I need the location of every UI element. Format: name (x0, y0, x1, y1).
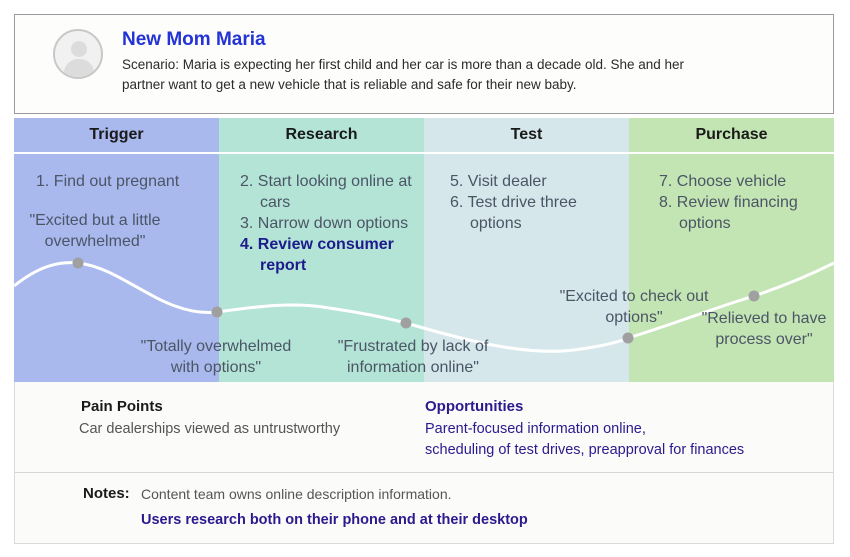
step-item: 6. Test drive three options (450, 194, 577, 232)
test-steps (450, 171, 620, 234)
persona-header (14, 14, 834, 114)
opportunities-line-1: Parent-focused information online, (425, 421, 646, 437)
emotion-quote-excited-overwhelmed: "Excited but a little overwhelmed" (29, 212, 161, 250)
notes-label: Notes: (83, 485, 130, 502)
stage-title-research: Research (219, 118, 424, 154)
step-item: 5. Visit dealer (450, 173, 547, 190)
opportunities-line-2: scheduling of test drives, preapproval for finances (425, 442, 745, 458)
emotion-point-4 (623, 333, 634, 344)
persona-scenario: Scenario: Maria is expecting her first child and her car is more than a decade old. She and her partner want to get a new vehicle that is reliable and safe for their new baby. (122, 57, 685, 92)
trigger-steps (36, 171, 216, 192)
emotion-point-1 (73, 258, 84, 269)
purchase-steps (659, 171, 829, 234)
emotion-quote-totally-overwhelmed: "Totally overwhelmed with options" (140, 338, 292, 376)
stage-title-purchase: Purchase (629, 118, 834, 154)
opportunities-label: Opportunities (425, 398, 524, 415)
pain-points-label: Pain Points (81, 398, 163, 415)
persona-name: New Mom Maria (122, 29, 266, 50)
emotion-quote-frustrated: "Frustrated by lack of information online" (337, 338, 489, 376)
journey-map (14, 118, 834, 382)
pain-points-text: Car dealerships viewed as untrustworthy (79, 421, 341, 437)
research-steps (240, 171, 420, 276)
step-item: 7. Choose vehicle (659, 173, 787, 190)
step-item: 2. Start looking online at cars (240, 173, 412, 211)
emotion-point-3 (401, 318, 412, 329)
avatar-placeholder-icon (53, 29, 103, 79)
divider (15, 472, 833, 473)
insights-panel (14, 382, 834, 544)
emotion-point-2 (212, 307, 223, 318)
step-item: 3. Narrow down options (240, 215, 409, 232)
stage-title-test: Test (424, 118, 629, 154)
notes-text: Content team owns online description information. (141, 486, 452, 502)
emotion-quote-excited-check: "Excited to check out options" (559, 288, 709, 326)
opportunities-text (425, 419, 744, 461)
step-item: 1. Find out pregnant (36, 173, 180, 190)
emotion-quote-relieved: "Relieved to have process over" (701, 310, 827, 348)
step-item-highlighted: 4. Review consumer report (240, 236, 394, 274)
stage-title-trigger: Trigger (14, 118, 219, 154)
notes-highlight: Users research both on their phone and at their desktop (141, 512, 528, 528)
step-item: 8. Review financing options (659, 194, 798, 232)
emotion-point-5 (749, 291, 760, 302)
